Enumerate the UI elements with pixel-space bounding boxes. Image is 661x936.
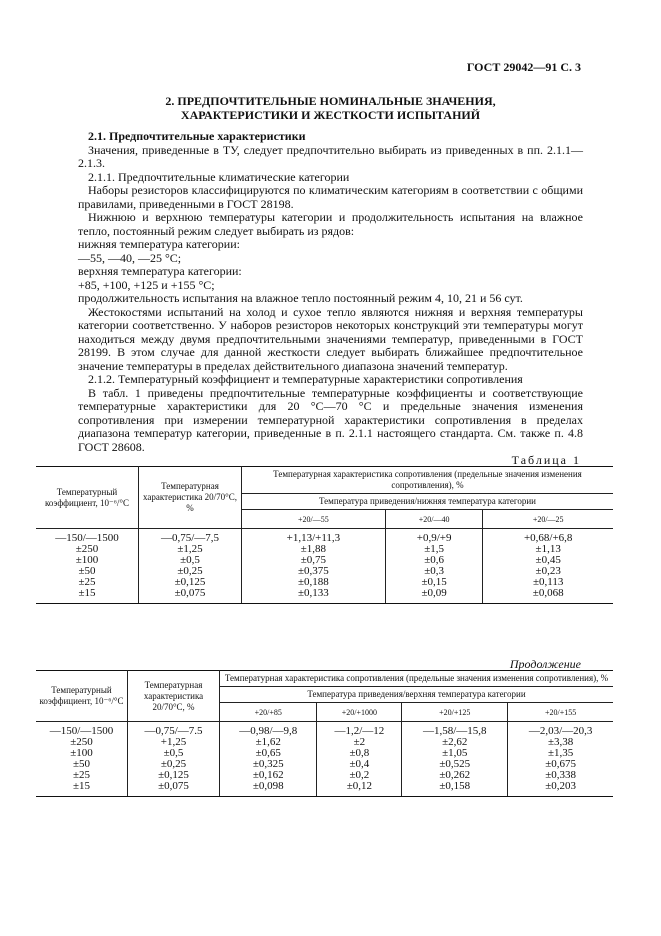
table-cell: —2,03/—20,3 xyxy=(508,722,613,738)
table2-col-header: +20/+85 xyxy=(220,703,317,722)
table-cell: +0,68/+6,8 xyxy=(483,529,613,545)
table-cell: ±0,4 xyxy=(317,759,402,770)
table-cell: +1,13/+11,3 xyxy=(242,529,386,545)
paragraph: +85, +100, +125 и +155 °С; xyxy=(78,277,215,292)
table-cell: ±0,2 xyxy=(317,770,402,781)
table-cell: —150/—1500 xyxy=(36,529,139,545)
table-cell: ±100 xyxy=(36,748,128,759)
paragraph: В табл. 1 приведены предпочтительные температурные коэффициенты и соответствующие температурные характеристики для 20 °С—70 °С и предельные значения изменения сопротивления при измерении температурной характеристики сопротивления в пределах диапазона температур категории, приведенные в п. 2.1.1 настоящего стандарта. См. также п. 4.8 ГОСТ 28608. xyxy=(78,385,583,454)
paragraph: нижняя температура категории: xyxy=(78,237,240,251)
table2-col-header: +20/+1000 xyxy=(317,703,402,722)
table-cell: ±15 xyxy=(36,588,139,604)
table-cell: ±0,5 xyxy=(128,748,220,759)
table1-header-sub: Температура приведения/нижняя температура категории xyxy=(242,494,614,510)
table-cell: ±250 xyxy=(36,544,139,555)
paragraph: 2.1.2. Температурный коэффициент и температурные характеристики сопротивления xyxy=(88,372,523,386)
page-header: ГОСТ 29042—91 С. 3 xyxy=(466,60,581,74)
paragraph: 2.1. Предпочтительные характеристики xyxy=(88,129,306,143)
section-title-line: ХАРАКТЕРИСТИКИ И ЖЕСТКОСТИ ИСПЫТАНИЙ xyxy=(180,108,481,122)
table-cell: ±0,09 xyxy=(385,588,483,604)
table1-header-group: Температурная характеристика сопротивления (предельные значения изменения сопротивления), % xyxy=(242,467,614,494)
paragraph: Нижнюю и верхнюю температуры категории и продолжительность испытания на влажное тепло, постоянный режим следует выбирать из рядов: xyxy=(78,210,583,238)
table-cell: ±0,068 xyxy=(483,588,613,604)
table-cell: ±0,12 xyxy=(317,781,402,797)
table-cell: —1,58/—15,8 xyxy=(402,722,508,738)
table-cell: ±250 xyxy=(36,737,128,748)
table-cell: ±0,6 xyxy=(385,555,483,566)
table1-col-header: +20/—55 xyxy=(242,510,386,529)
table-cell: ±0,3 xyxy=(385,566,483,577)
table-cell: ±100 xyxy=(36,555,139,566)
table-cell: ±0,65 xyxy=(220,748,317,759)
table2-caption: Продолжение xyxy=(509,657,581,671)
table-cell: ±0,262 xyxy=(402,770,508,781)
table-cell: —150/—1500 xyxy=(36,722,128,738)
table-cell: ±0,203 xyxy=(508,781,613,797)
table-cell: ±2 xyxy=(317,737,402,748)
table-cell: ±0,338 xyxy=(508,770,613,781)
table-cell: ±0,25 xyxy=(128,759,220,770)
table-row xyxy=(36,722,613,738)
paragraph: —55, —40, —25 °С; xyxy=(78,250,182,265)
table2-col-header: +20/+125 xyxy=(402,703,508,722)
table2-header-coef: Температурный коэффициент, 10⁻⁶/°С xyxy=(36,671,128,722)
table2-header-sub: Температура приведения/верхняя температура категории xyxy=(220,687,614,703)
table2 xyxy=(36,670,613,797)
table-cell: ±1,5 xyxy=(385,544,483,555)
section-title-line: 2. ПРЕДПОЧТИТЕЛЬНЫЕ НОМИНАЛЬНЫЕ ЗНАЧЕНИЯ, xyxy=(165,94,496,108)
table-cell: ±0,25 xyxy=(139,566,242,577)
paragraph: верхняя температура категории: xyxy=(78,264,242,278)
table-cell: ±0,75 xyxy=(242,555,386,566)
table1-caption: Таблица 1 xyxy=(511,453,581,467)
table1-header-coef: Температурный коэффициент, 10⁻⁶/°С xyxy=(36,467,139,529)
table-cell: ±0,45 xyxy=(483,555,613,566)
table-cell: —1,2/—12 xyxy=(317,722,402,738)
table-row xyxy=(36,781,613,797)
table-cell: ±50 xyxy=(36,759,128,770)
table-cell: ±0,098 xyxy=(220,781,317,797)
table2-header-group: Температурная характеристика сопротивления (предельные значения изменения сопротивления), % xyxy=(220,671,614,687)
table-cell: ±1,88 xyxy=(242,544,386,555)
table-row xyxy=(36,759,613,770)
table-cell: ±0,158 xyxy=(402,781,508,797)
table-cell: ±0,23 xyxy=(483,566,613,577)
table-cell: ±1,62 xyxy=(220,737,317,748)
table2-col-header: +20/+155 xyxy=(508,703,613,722)
table-cell: ±1,35 xyxy=(508,748,613,759)
table2-header-char: Температурная характеристика 20/70°С, % xyxy=(128,671,220,722)
paragraph: продолжительность испытания на влажное тепло постоянный режим 4, 10, 21 и 56 сут. xyxy=(78,291,523,305)
table-cell: +0,9/+9 xyxy=(385,529,483,545)
table1-header-char: Температурная характеристика 20/70°С, % xyxy=(139,467,242,529)
table-row xyxy=(36,588,613,604)
section-title xyxy=(78,94,583,122)
table-cell: ±0,188 xyxy=(242,577,386,588)
table-cell: ±15 xyxy=(36,781,128,797)
table-row xyxy=(36,748,613,759)
table-cell: ±25 xyxy=(36,577,139,588)
paragraph: Значения, приведенные в ТУ, следует предпочтительно выбирать из приведенных в пп. 2.1.1—2.1.3. xyxy=(78,142,583,170)
body-text xyxy=(78,130,583,454)
table-cell: ±0,125 xyxy=(128,770,220,781)
table-cell: ±1,25 xyxy=(139,544,242,555)
table-cell: —0,98/—9,8 xyxy=(220,722,317,738)
table1-col-header: +20/—25 xyxy=(483,510,613,529)
paragraph: 2.1.1. Предпочтительные климатические категории xyxy=(88,169,350,184)
table-row xyxy=(36,770,613,781)
paragraph: Наборы резисторов классифицируются по климатическим категориям в соответствии с общими правилами, приведенными в ГОСТ 28198. xyxy=(78,183,583,211)
table-cell: —0,75/—7.5 xyxy=(128,722,220,738)
table-cell: ±3,38 xyxy=(508,737,613,748)
paragraph: Жестокостями испытаний на холод и сухое тепло являются нижняя и верхняя температуры категории соответственно. У наборов резисторов некоторых конструкций эти температуры могут находиться между двумя предпочтительными значениями температур, приведенными в ГОСТ 28199. В этом случае для данной жесткости следует выбирать ближайшее предпочтительное значение температуры в пределах действительного диапазона значений температур. xyxy=(78,304,583,373)
table-cell: +1,25 xyxy=(128,737,220,748)
table-cell: ±1,05 xyxy=(402,748,508,759)
table-cell: ±0,325 xyxy=(220,759,317,770)
table-row xyxy=(36,529,613,545)
table-cell: ±1,13 xyxy=(483,544,613,555)
table-cell: ±0,525 xyxy=(402,759,508,770)
table-cell: ±0,075 xyxy=(128,781,220,797)
table-cell: ±0,075 xyxy=(139,588,242,604)
table-cell: ±0,15 xyxy=(385,577,483,588)
table-cell: ±50 xyxy=(36,566,139,577)
table-row xyxy=(36,737,613,748)
table-cell: ±2,62 xyxy=(402,737,508,748)
table1 xyxy=(36,466,613,604)
table-cell: ±0,675 xyxy=(508,759,613,770)
table-cell: —0,75/—7,5 xyxy=(139,529,242,545)
table-cell: ±0,133 xyxy=(242,588,386,604)
table-cell: ±0,113 xyxy=(483,577,613,588)
table-cell: ±0,162 xyxy=(220,770,317,781)
table-cell: ±25 xyxy=(36,770,128,781)
table-cell: ±0,5 xyxy=(139,555,242,566)
table-cell: ±0,375 xyxy=(242,566,386,577)
table-cell: ±0,125 xyxy=(139,577,242,588)
table1-col-header: +20/—40 xyxy=(385,510,483,529)
table-cell: ±0,8 xyxy=(317,748,402,759)
